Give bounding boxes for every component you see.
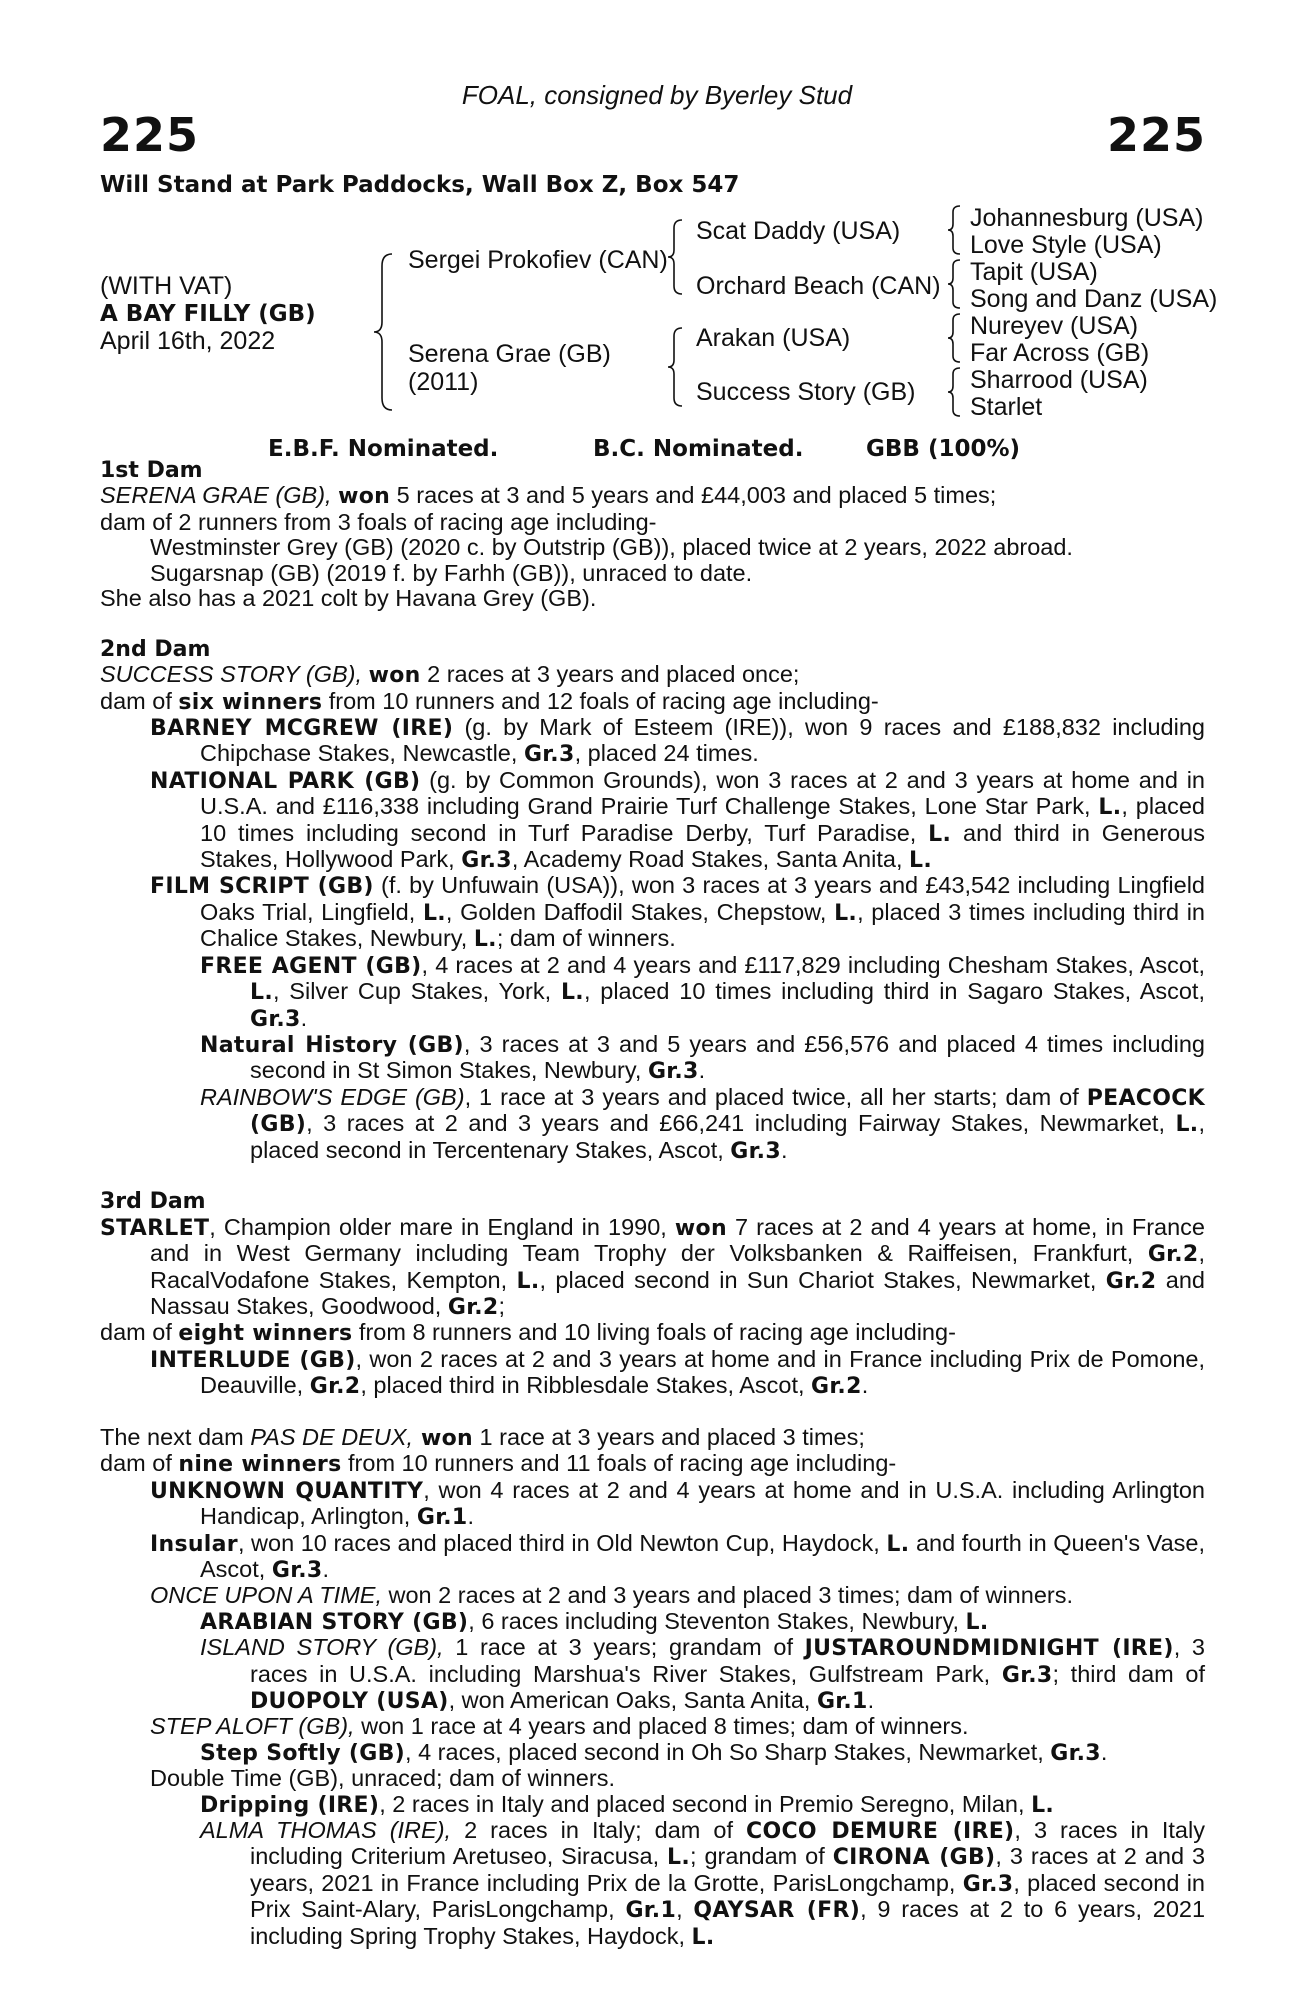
first-dam-produce: dam of 2 runners from 3 foals of racing age including- <box>100 508 657 535</box>
entry-step-aloft: STEP ALOFT (GB), won 1 race at 4 years and placed 8 times; dam of winners. <box>150 1713 969 1740</box>
entry-alma-thomas: ALMA THOMAS (IRE), 2 races in Italy; dam of COCO DEMURE (IRE), 3 races in Italy including Criterium Aretuseo, Siracusa, L.; grandam of CIRONA (GB), 3 races at 2 and 3 years, 2021 in France including Prix de la Grotte, ParisLongchamp, Gr.3, placed second in Prix Saint-Alary, ParisLongchamp, Gr.1, QAYSAR (FR), 9 races at 2 to 6 years, 2021 including Spring Trophy Stakes, Haydock, L. <box>200 1817 1206 1950</box>
entry-free-agent: FREE AGENT (GB), 4 races at 2 and 4 years and £117,829 including Chesham Stakes, Ascot, L., Silver Cup Stakes, York, L., placed 10 times including third in Sagaro Stakes, Ascot, Gr.3. <box>200 951 1205 1032</box>
entry-film-script: FILM SCRIPT (GB) (f. by Unfuwain (USA)), won 3 races at 3 years and £43,542 including Lingfield Oaks Trial, Lingfield, L., Golden Daffodil Stakes, Chepstow, L., placed 3 times including third in Chalice Stakes, Newbury, L.; dam of winners. <box>150 872 1206 953</box>
brace-sire <box>666 218 686 296</box>
entry-national-park: NATIONAL PARK (GB) (g. by Common Grounds), won 3 races at 2 and 3 years at home and in U.S.A. and £116,338 including Grand Prairie Turf Challenge Stakes, Lone Star Park, L., placed 10 times including second in Turf Paradise Derby, Turf Paradise, L. and third in Generous Stakes, Hollywood Park, Gr.3, Academy Road Stakes, Santa Anita, L. <box>150 766 1205 874</box>
ped-ddd: Starlet <box>970 393 1043 421</box>
sire-name: Sergei Prokofiev (CAN) <box>408 246 668 274</box>
ped-dsd: Far Across (GB) <box>970 339 1150 367</box>
second-dam-heading: 2nd Dam <box>100 636 211 662</box>
brace-dd <box>946 366 964 418</box>
ped-dss: Nureyev (USA) <box>970 312 1139 340</box>
first-dam-yearling: She also has a 2021 colt by Havana Grey (GB). <box>100 585 597 612</box>
entry-double-time: Double Time (GB), unraced; dam of winners. <box>150 1765 615 1792</box>
ped-sdd: Song and Danz (USA) <box>970 285 1218 313</box>
first-dam-heading: 1st Dam <box>100 458 203 483</box>
brace-main <box>372 252 396 412</box>
entry-rainbows-edge: RAINBOW'S EDGE (GB), 1 race at 3 years and placed twice, all her starts; dam of PEACOCK (GB), 3 races at 2 and 3 years and £66,241 including Fairway Stakes, Newmarket, L., placed second in Tercentenary Stakes, Ascot, Gr.3. <box>200 1083 1206 1164</box>
entry-insular: Insular, won 10 races and placed third in Old Newton Cup, Haydock, L. and fourth in Queen's Vase, Ascot, Gr.3. <box>150 1529 1205 1584</box>
ped-sds: Tapit (USA) <box>970 258 1098 286</box>
entry-natural-history: Natural History (GB), 3 races at 3 and 5 years and £56,576 and placed 4 times including second in St Simon Stakes, Newbury, Gr.3. <box>200 1030 1205 1085</box>
consignor-line: FOAL, consigned by Byerley Stud <box>461 80 853 110</box>
sire-sire: Scat Daddy (USA) <box>696 217 901 245</box>
ped-dds: Sharrood (USA) <box>970 366 1148 394</box>
catalogue-text <box>100 458 1205 1950</box>
first-dam-intro: SERENA GRAE (GB), won 5 races at 3 and 5 years and £44,003 and placed 5 times; <box>100 482 997 510</box>
third-dam-heading: 3rd Dam <box>100 1189 206 1215</box>
entry-barney-mcgrew: BARNEY MCGREW (IRE) (g. by Mark of Esteem (IRE)), won 9 races and £188,832 including Chipchase Stakes, Newcastle, Gr.3, placed 24 times. <box>150 714 1205 768</box>
entry-unknown-quantity: UNKNOWN QUANTITY, won 4 races at 2 and 4 years at home and in U.S.A. including Arlington Handicap, Arlington, Gr.1. <box>150 1476 1205 1531</box>
entry-step-softly: Step Softly (GB), 4 races, placed second in Oh So Sharp Stakes, Newmarket, Gr.3. <box>200 1738 1108 1766</box>
entry-interlude: INTERLUDE (GB), won 2 races at 2 and 3 years at home and in France including Prix de Pomone, Deauville, Gr.2, placed third in Ribblesdale Stakes, Ascot, Gr.2. <box>150 1345 1205 1400</box>
brace-ss <box>946 204 964 256</box>
second-dam-produce: dam of six winners from 10 runners and 12 foals of racing age including- <box>100 687 879 715</box>
lot-number-left: 225 <box>100 108 200 162</box>
entry-arabian-story: ARABIAN STORY (GB), 6 races including Steventon Stakes, Newbury, L. <box>200 1607 989 1635</box>
produce-sugarsnap: Sugarsnap (GB) (2019 f. by Farhh (GB)), unraced to date. <box>150 559 753 586</box>
next-dam-intro: The next dam PAS DE DEUX, won 1 race at 3 years and placed 3 times; <box>100 1423 865 1451</box>
brace-dam <box>666 326 686 408</box>
ped-sss: Johannesburg (USA) <box>970 204 1204 232</box>
horse-name: A BAY FILLY (GB) <box>100 301 316 327</box>
ebf-nomination: E.B.F. Nominated. <box>268 436 499 462</box>
stand-location: Will Stand at Park Paddocks, Wall Box Z, Box 547 <box>100 172 740 198</box>
entry-once-upon-a-time: ONCE UPON A TIME, won 2 races at 2 and 3 years and placed 3 times; dam of winners. <box>150 1582 1073 1609</box>
bc-nomination: B.C. Nominated. <box>593 436 804 462</box>
lot-number-right: 225 <box>1106 108 1206 162</box>
brace-sd <box>946 258 964 310</box>
gbb-note: GBB (100%) <box>866 436 1021 462</box>
vat-note: (WITH VAT) <box>100 272 233 300</box>
sire-dam: Orchard Beach (CAN) <box>696 272 941 300</box>
dam-dam: Success Story (GB) <box>696 378 916 406</box>
ped-ssd: Love Style (USA) <box>970 231 1162 259</box>
dam-year: (2011) <box>408 368 479 396</box>
third-dam-produce: dam of eight winners from 8 runners and 10 living foals of racing age including- <box>100 1319 956 1347</box>
produce-westminster-grey: Westminster Grey (GB) (2020 c. by Outstrip (GB)), placed twice at 2 years, 2022 abroad. <box>150 534 1073 561</box>
horse-dob: April 16th, 2022 <box>100 327 276 355</box>
next-dam-produce: dam of nine winners from 10 runners and 11 foals of racing age including- <box>100 1450 897 1478</box>
second-dam-intro: SUCCESS STORY (GB), won 2 races at 3 years and placed once; <box>100 661 800 689</box>
entry-starlet: STARLET, Champion older mare in England in 1990, won 7 races at 2 and 4 years at home, in France and in West Germany including Team Trophy der Volksbanken & Raiffeisen, Frankfurt, Gr.2, RacalVodafone Stakes, Kempton, L., placed second in Sun Chariot Stakes, Newmarket, Gr.2 and Nassau Stakes, Goodwood, Gr.2; <box>100 1213 1205 1320</box>
dam-name: Serena Grae (GB) <box>408 340 611 368</box>
dam-sire: Arakan (USA) <box>696 324 851 352</box>
entry-island-story: ISLAND STORY (GB), 1 race at 3 years; grandam of JUSTAROUNDMIDNIGHT (IRE), 3 races in U.S.A. including Marshua's River Stakes, Gulfstream Park, Gr.3; third dam of DUOPOLY (USA), won American Oaks, Santa Anita, Gr.1. <box>200 1634 1205 1715</box>
brace-ds <box>946 312 964 364</box>
entry-dripping: Dripping (IRE), 2 races in Italy and placed second in Premio Seregno, Milan, L. <box>200 1790 1055 1818</box>
